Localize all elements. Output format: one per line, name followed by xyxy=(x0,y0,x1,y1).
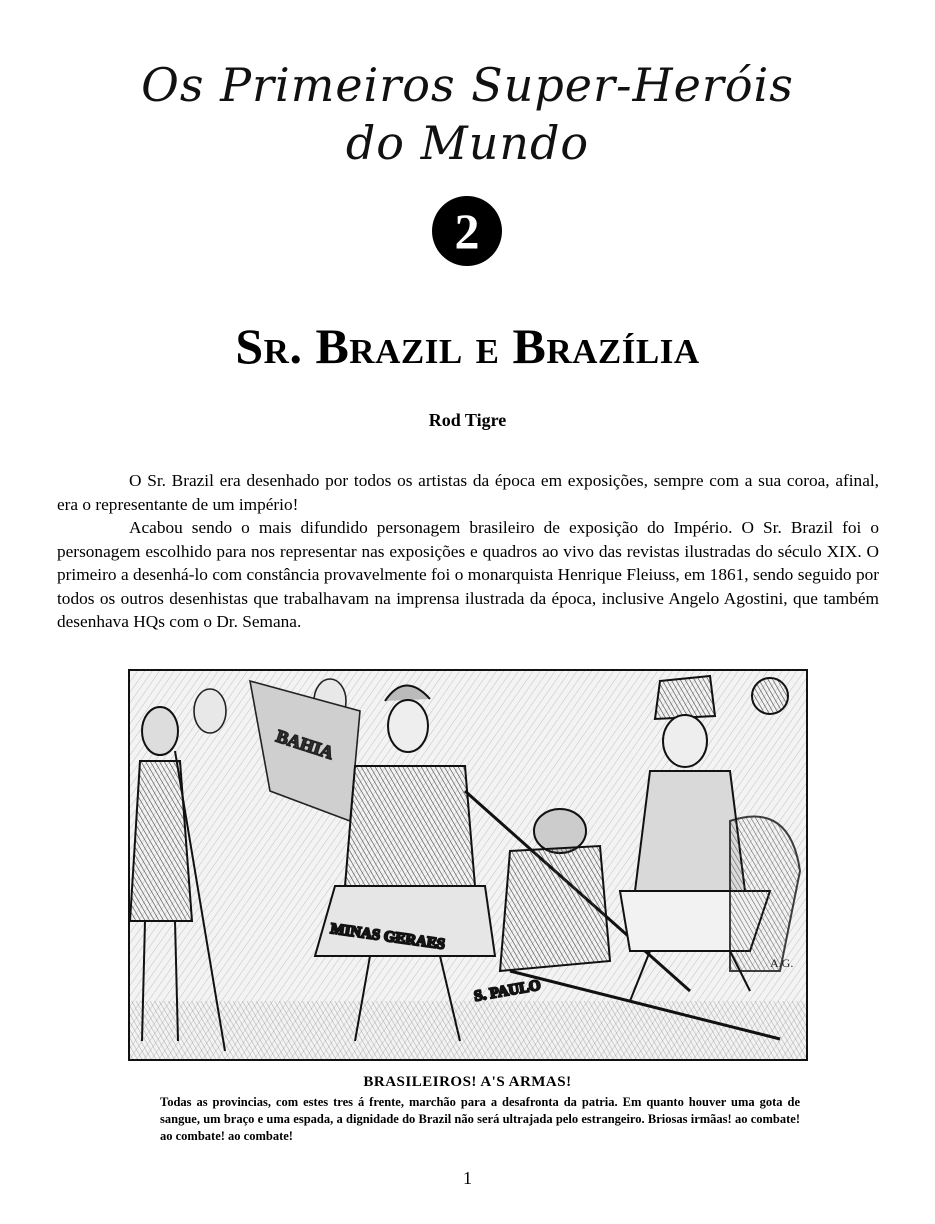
article-title: Sr. Brazil e Brazília xyxy=(235,318,700,374)
artist-signature: A.G. xyxy=(770,956,794,970)
banner-text: BAHIA xyxy=(273,725,337,764)
issue-number-badge xyxy=(432,196,502,266)
page-number: 1 xyxy=(463,1168,472,1188)
paragraph: Acabou sendo o mais difundido personagem brasileiro de exposição do Império. O Sr. Brazil foi o personagem escolhido para nos representar nas exposições e quadros ao vivo das revistas ilustradas do século XIX. O primeiro a desenhá-lo com constância provavelmente foi o monarquista Henrique Fleiuss, em 1861, sendo seguido por todos os outros desenhistas que trabalhavam na imprensa ilustrada da época, inclusive Angelo Agostini, que também desenhava HQs com o Dr. Semana. xyxy=(57,518,879,631)
article-body xyxy=(57,469,879,634)
caption-text: Todas as provincias, com estes tres á frente, marchão para a desafronta da patria. Em quanto houver uma gota de sangue, um braço e uma espada, a dignidade do Brazil não será ultrajada pelo estrangeiro. Briosas irmãas! ao combate! ao combate! ao combate! xyxy=(160,1095,800,1143)
issue-number: 2 xyxy=(454,203,480,259)
shield-text: S. PAULO xyxy=(472,977,542,1005)
series-title-line-1: Os Primeiros Super-Heróis xyxy=(141,58,794,112)
author-name: Rod Tigre xyxy=(428,410,507,430)
skirt-text: MINAS GERAES xyxy=(329,921,446,954)
paragraph: O Sr. Brazil era desenhado por todos os artistas da época em exposições, sempre com a sua coroa, afinal, era o representante de um império! xyxy=(57,471,879,514)
engraving-illustration xyxy=(128,669,808,1061)
series-title-line-2: do Mundo xyxy=(345,116,590,170)
series-title xyxy=(0,56,935,172)
caption-heading: BRASILEIROS! A'S ARMAS! xyxy=(363,1074,572,1090)
